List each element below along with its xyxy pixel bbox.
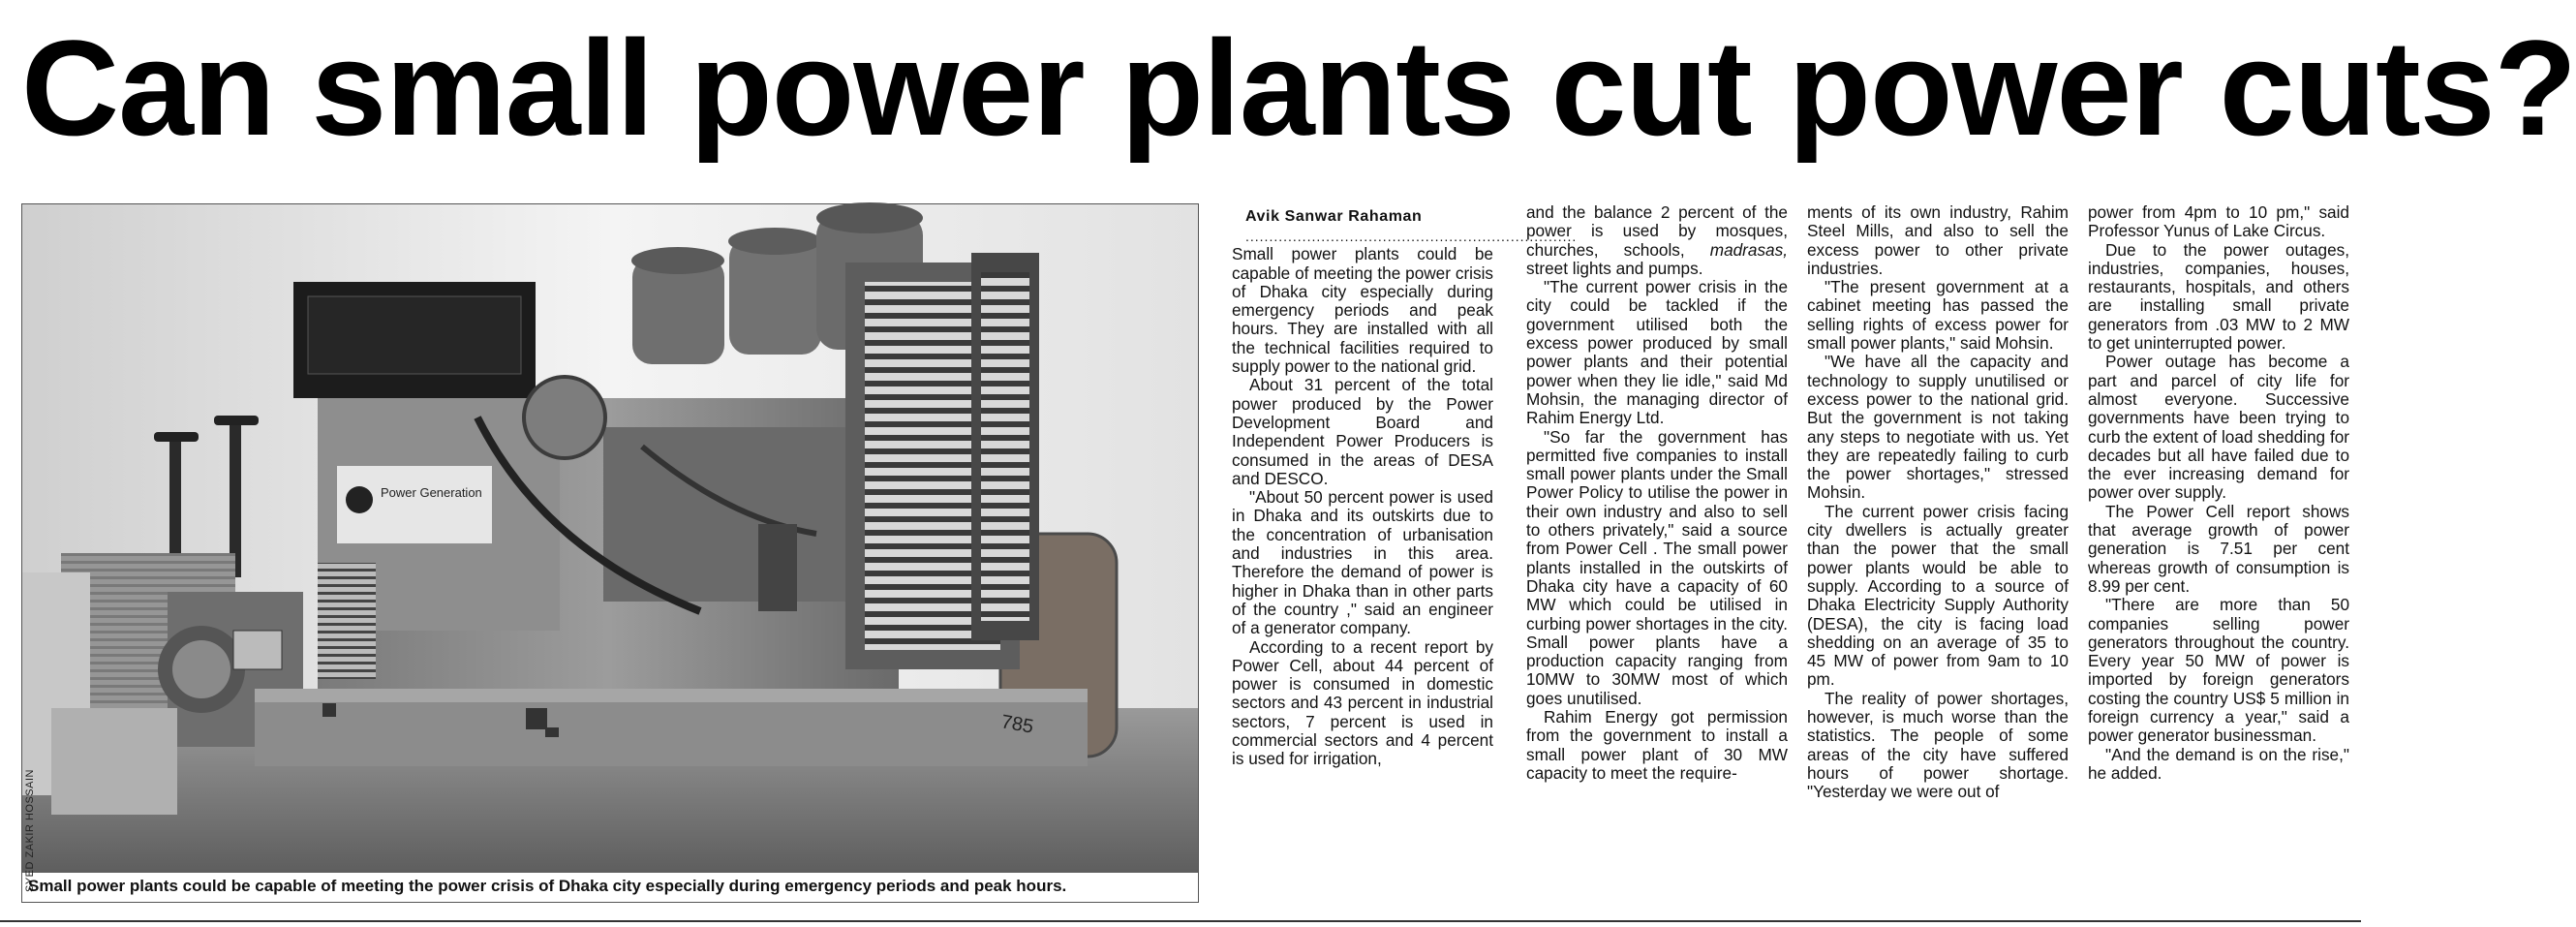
paragraph: The Power Cell report shows that average growth of power generation is 7.51 per cent whereas growth of consumption is 8.99 per cent.: [2088, 501, 2349, 596]
byline-separator: ......................................................................: [1245, 229, 1578, 245]
paragraph: Rahim Energy got permission from the government to install a small power plant of 30 MW capacity to meet the require-: [1526, 707, 1788, 783]
headline: Can small power plants cut power cuts?: [21, 12, 2576, 164]
article-column-3: [1807, 203, 2069, 802]
paragraph: Small power plants could be capable of meeting the power crisis of Dhaka city especially during emergency periods and peak hours. They are installed with all the technical facilities required to supply power to the national grid.: [1232, 244, 1493, 377]
paragraph: power from 4pm to 10 pm," said Professor Yunus of Lake Circus.: [2088, 202, 2349, 241]
paragraph: "There are more than 50 companies selling power generators throughout the country. Every year 50 MW of power is imported by foreign generators costing the country US$ 5 million in foreign currency a year," said a power generator businessman.: [2088, 595, 2349, 746]
italic-term: madrasas,: [1709, 239, 1788, 260]
paragraph: Power outage has become a part and parcel of city life for almost everyone. Successive governments have been trying to curb the extent of load shedding for decades but all have failed due to the ever increasing demand for power over supply.: [2088, 352, 2349, 503]
paragraph: "And the demand is on the rise," he added.: [2088, 744, 2349, 783]
paragraph: "The current power crisis in the city could be tackled if the government utilised both the excess power produced by small power plants and their potential power when they lie idle," said Md Mohsin, the managing director of Rahim Energy Ltd.: [1526, 277, 1788, 428]
paragraph: "So far the government has permitted five companies to install small power plants under the Small Power Policy to utilise the power in their own industry and also to sell to others privately," said a source from Power Cell . The small power plants installed in the outskirts of Dhaka city have a capacity of 60 MW which could be utilised in curbing power shortages in the city. Small power plants have a production capacity ranging from 10MW to 30MW most of which goes unutilised.: [1526, 426, 1788, 708]
generator-logo-text: Power Generation: [381, 485, 482, 500]
paragraph: According to a recent report by Power Cell, about 44 percent of power is consumed in domestic sectors and 43 percent in industrial sectors, 7 percent is used in commercial sectors and 4 percent is used for irrigation,: [1232, 636, 1493, 769]
paragraph: The current power crisis facing city dwellers is actually greater than the power that the small power plants would be able to supply. According to a source of Dhaka Electricity Supply Authority (DESA), the city is facing load shedding on an average of 35 to 45 MW of power from 9am to 10 pm.: [1807, 501, 2069, 690]
bottom-rule: [0, 920, 2361, 922]
paragraph-text: and the balance 2 percent of the power is used by mosques, churches, schools,: [1526, 202, 1788, 260]
paragraph: "About 50 percent power is used in Dhaka and its outskirts due to the concentration of urbanisation and industries in this area. Therefore the demand of power is higher in Dhaka than in other parts of the country ," said an engineer of a generator company.: [1232, 487, 1493, 638]
paragraph: About 31 percent of the total power produced by the Power Development Board and Independent Power Producers is consumed in the areas of DESA and DESCO.: [1232, 375, 1493, 488]
paragraph: The reality of power shortages, however, is much worse than the statistics. The people of some areas of the city have suffered hours of power shortage. "Yesterday we were out of: [1807, 688, 2069, 802]
article-column-1: [1232, 203, 1578, 769]
svg-text:785: 785: [999, 711, 1035, 738]
paragraph: ments of its own industry, Rahim Steel Mills, and also to sell the excess power to other private industries.: [1807, 202, 2069, 278]
paragraph-text: street lights and pumps.: [1526, 258, 1703, 278]
byline: Avik Sanwar Rahaman: [1245, 208, 1423, 225]
photo-credit: SYED ZAKIR HOSSAIN: [24, 769, 36, 892]
paragraph: "We have all the capacity and technology to supply unutilised or excess power to the national grid. But the government is not taking any steps to negotiate with us. Yet they are repeatedly failing to curb the power shortages," stressed Mohsin.: [1807, 352, 2069, 503]
article-column-2: [1526, 203, 1788, 783]
photo-frame: [21, 203, 1199, 903]
paragraph: "The present government at a cabinet meeting has passed the selling rights of excess power for small power plants," said Mohsin.: [1807, 277, 2069, 354]
paragraph: Due to the power outages, industries, companies, houses, restaurants, hospitals, and others are installing small private generators from .03 MW to 2 MW to get uninterrupted power.: [2088, 239, 2349, 354]
photo-caption: Small power plants could be capable of meeting the power crisis of Dhaka city especially during emergency periods and peak hours.: [28, 877, 1067, 895]
paragraph: [1526, 203, 1788, 278]
article-column-4: [2088, 203, 2349, 783]
generator-photo: [22, 204, 1198, 873]
